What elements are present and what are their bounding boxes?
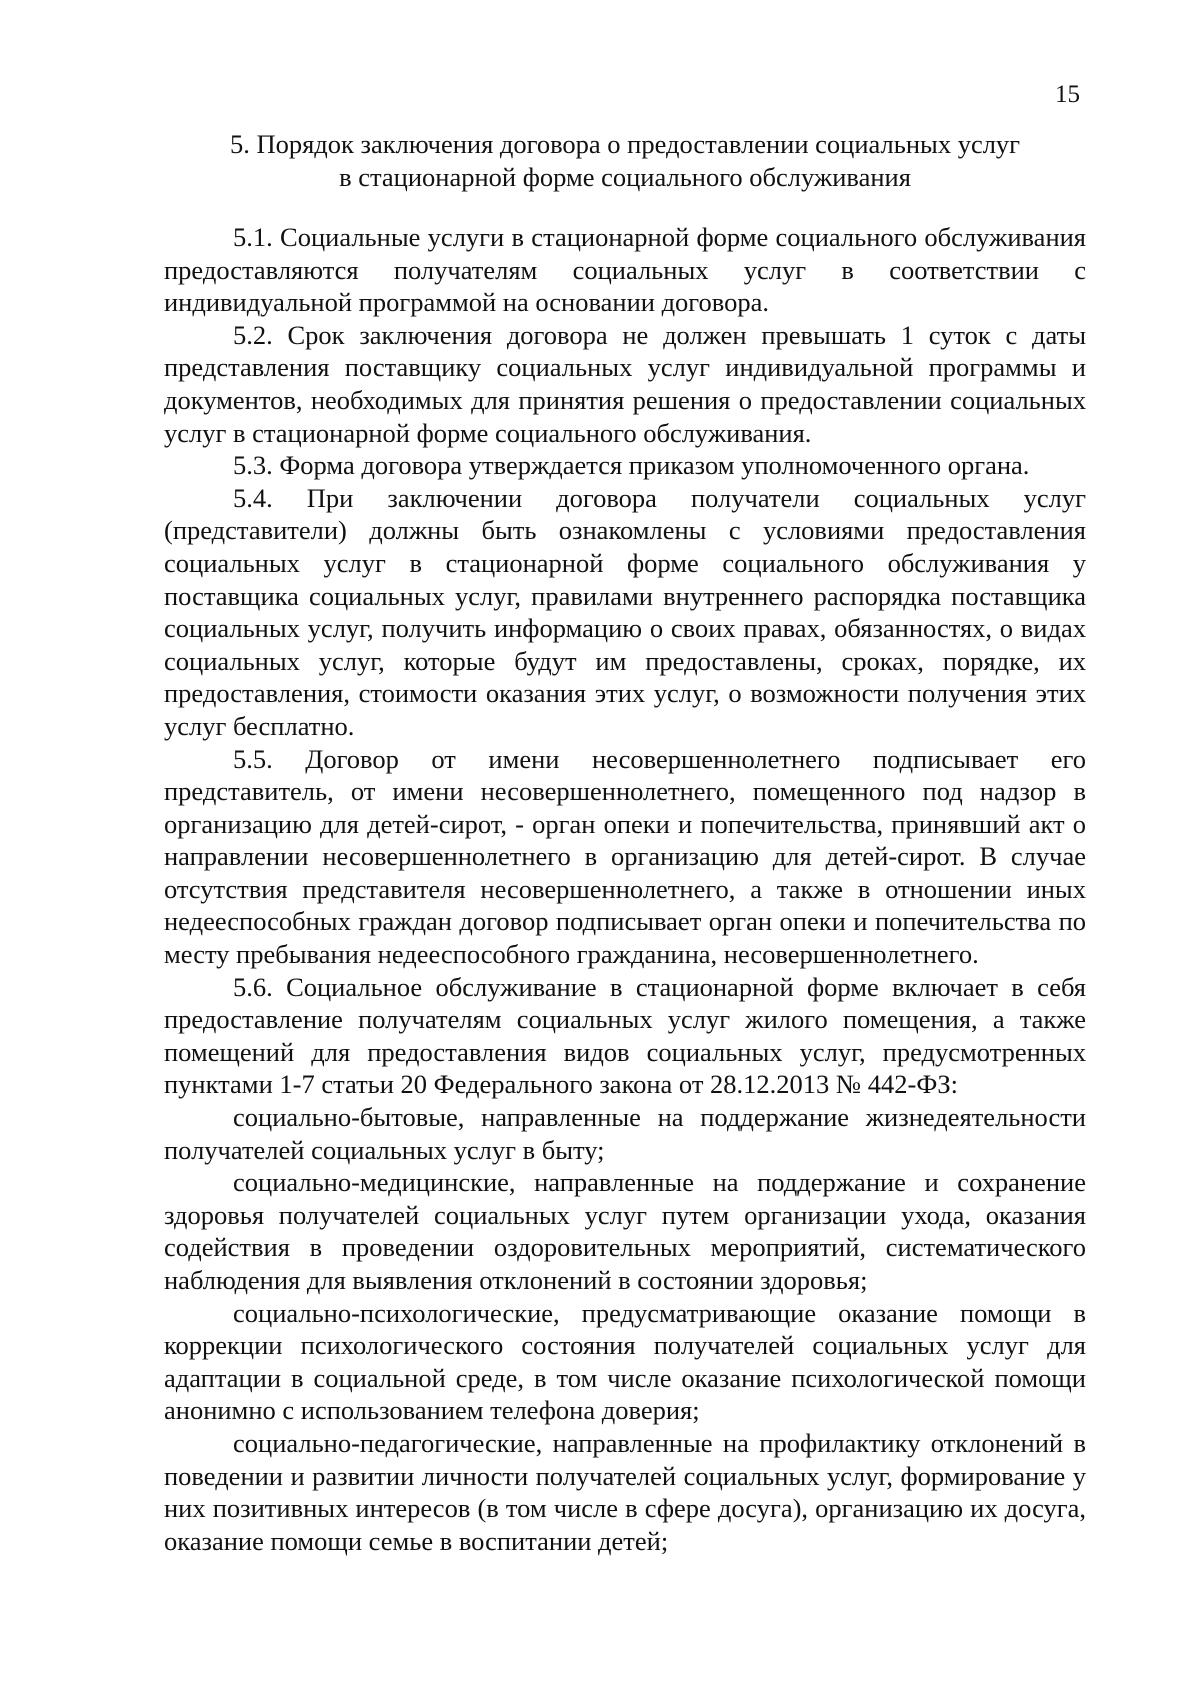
list-item-social-pedagogical: социально-педагогические, направленные на профилактику отклонений в поведении и развитии личности получателей социальных услуг, формирование у них позитивных интересов (в том числе в сфере досуга), организацию их досуга, оказание помощи семье в воспитании детей; — [164, 1427, 1086, 1556]
paragraph-5-2: 5.2. Срок заключения договора не должен превышать 1 суток с даты представления поставщику социальных услуг индивидуальной программы и документов, необходимых для принятия решения о предоставлении социальных услуг в стационарной форме социального обслуживания. — [164, 319, 1086, 448]
section-title-line-1: 5. Порядок заключения договора о предоставлении социальных услуг — [229, 129, 1021, 159]
paragraph-5-4: 5.4. При заключении договора получатели социальных услуг (представители) должны быть ознакомлены с условиями предоставления социальных услуг в стационарной форме социального обслуживания у поставщика социальных услуг, правилами внутреннего распорядка поставщика социальных услуг, получить информацию о своих правах, обязанностях, о видах социальных услуг, которые будут им предоставлены, сроках, порядке, их предоставления, стоимости оказания этих услуг, о возможности получения этих услуг бесплатно. — [164, 482, 1086, 741]
list-item-social-household: социально-бытовые, направленные на поддержание жизнедеятельности получателей социальных услуг в быту; — [164, 1102, 1086, 1165]
page-number: 15 — [1055, 81, 1080, 108]
list-item-social-psychological: социально-психологические, предусматривающие оказание помощи в коррекции психологического состояния получателей социальных услуг для адаптации в социальной среде, в том числе оказание психологической помощи анонимно с использованием телефона доверия; — [164, 1297, 1086, 1426]
section-title-line-2: в стационарной форме социального обслуживания — [339, 162, 911, 192]
paragraph-5-5: 5.5. Договор от имени несовершеннолетнего подписывает его представитель, от имени несовершеннолетнего, помещенного под надзор в организацию для детей-сирот, - орган опеки и попечительства, принявший акт о направлении несовершеннолетнего в организацию для детей-сирот. В случае отсутствия представителя несовершеннолетнего, а также в отношении иных недееспособных граждан договор подписывает орган опеки и попечительства по месту пребывания недееспособного гражданина, несовершеннолетнего. — [164, 743, 1086, 970]
list-item-social-medical: социально-медицинские, направленные на поддержание и сохранение здоровья получателей социальных услуг путем организации ухода, оказания содействия в проведении оздоровительных мероприятий, систематического наблюдения для выявления отклонений в состоянии здоровья; — [164, 1167, 1086, 1295]
section-title — [165, 128, 1085, 194]
document-body — [164, 221, 1086, 1557]
paragraph-5-1: 5.1. Социальные услуги в стационарной форме социального обслуживания предоставляются получателям социальных услуг в соответствии с индивидуальной программой на основании договора. — [164, 222, 1086, 318]
paragraph-5-3: 5.3. Форма договора утверждается приказом уполномоченного органа. — [233, 450, 1030, 481]
paragraph-5-6: 5.6. Социальное обслуживание в стационарной форме включает в себя предоставление получателям социальных услуг жилого помещения, а также помещений для предоставления видов социальных услуг, предусмотренных пунктами 1-7 статьи 20 Федерального закона от 28.12.2013 № 442-ФЗ: — [164, 971, 1086, 1100]
